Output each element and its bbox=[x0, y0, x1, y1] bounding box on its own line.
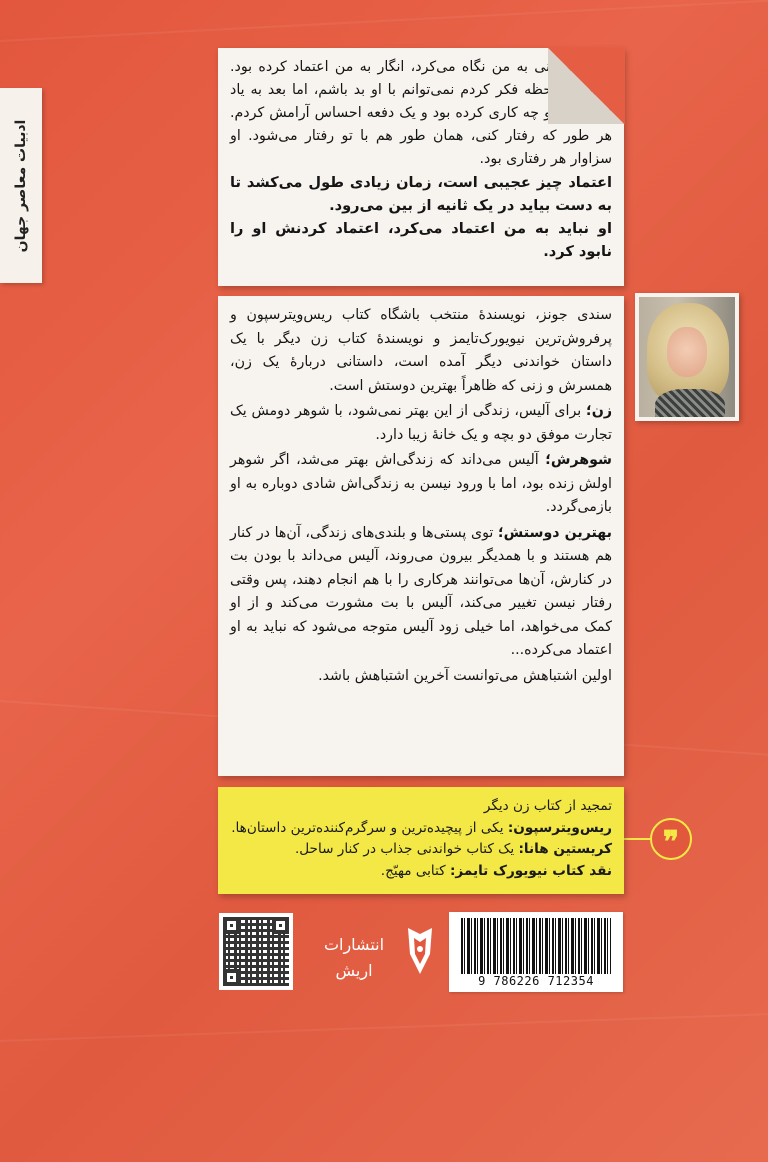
series-label: ادبیات معاصر جهان bbox=[13, 119, 29, 252]
excerpt-highlight: اعتماد چیز عجیبی است، زمان زیادی طول می‌کشد تا به دست بیاید در یک ثانیه از بین می‌رود. bbox=[230, 174, 612, 214]
excerpt-card bbox=[218, 48, 624, 286]
excerpt-text: او با مهربانی به من نگاه می‌کرد، انگار به من اعتماد کرده بود. برای یک لحظه فکر کردم نمی‌توانم با او بد باشم، اما بعد به یاد آوردم که او چه کاری کرده بود و یک دفعه احساس آرامش کردم. هر طور که رفتار کنی، همان طور هم با تو رفتار می‌شود. او سزاوار هر رفتاری بود. bbox=[230, 59, 612, 167]
wife-text: برای آلیس، زندگی از این بهتر نمی‌شود، با شوهر دومش یک تجارت موفق دو بچه و یک خانۀ زیبا دارد. bbox=[230, 403, 612, 443]
series-label-tab bbox=[0, 88, 42, 283]
friend-text: توی پستی‌ها و بلندی‌های زندگی، آن‌ها در کنار هم هستند و با همدیگر بیرون می‌روند، آلیس می‌داند با بودن بت در کنارش، آن‌ها می‌توانند هرکاری را با هم انجام دهند، پس وقتی رفتار نیسن تغییر می‌کند، آلیس با بت مشورت می‌کند و از او کمک می‌خواهد، اما خیلی زود آلیس متوجه می‌شود که نباید به او اعتماد می‌کرده... bbox=[230, 524, 612, 658]
review-item bbox=[230, 818, 612, 840]
husband-label: شوهرش؛ bbox=[545, 452, 612, 468]
publisher-block bbox=[310, 918, 436, 990]
synopsis-wife bbox=[230, 400, 612, 447]
synopsis-closing: اولین اشتباهش می‌توانست آخرین اشتباهش باشد. bbox=[318, 667, 612, 684]
publisher-name-line2: اریش bbox=[335, 961, 373, 980]
husband-text: آلیس می‌داند که زندگی‌اش بهتر می‌شد، اگر شوهر اولش زنده بود، اما با ورود نیسن به زندگی‌اش شادی دوباره به او بازمی‌گردد. bbox=[230, 452, 612, 515]
publisher-logo-icon bbox=[404, 924, 436, 978]
review-text: یکی از پیچیده‌ترین و سرگرم‌کننده‌ترین داستان‌ها. bbox=[231, 819, 508, 836]
wife-label: زن؛ bbox=[586, 403, 612, 419]
reviews-card bbox=[218, 787, 624, 894]
barcode-bars bbox=[461, 918, 611, 974]
quote-icon: ❞ bbox=[650, 818, 692, 860]
folded-corner-shadow bbox=[548, 48, 624, 124]
excerpt-closing: او نباید به من اعتماد می‌کرد، اعتماد کردنش او را نابود کرد. bbox=[230, 220, 612, 260]
review-item bbox=[230, 861, 612, 883]
author-photo bbox=[635, 293, 739, 421]
publisher-name-line1: انتشارات bbox=[323, 935, 385, 954]
cover-crease bbox=[0, 0, 768, 42]
synopsis-friend bbox=[230, 522, 612, 663]
isbn-barcode bbox=[449, 912, 623, 992]
synopsis-intro: سندی جونز، نویسندۀ منتخب باشگاه کتاب ریس‌ویترسپون و پرفروش‌ترین نیویورک‌تایمز و نویسندۀ کتاب زن دیگر با یک داستان خواندنی دیگر آمده است، داستانی دربارۀ یک زن، همسرش و زنی که ظاهراً بهترین دوستش است. bbox=[230, 307, 612, 394]
reviews-heading: تمجید از کتاب زن دیگر bbox=[483, 798, 612, 814]
quote-connector bbox=[624, 838, 652, 840]
review-source: کریستین هانا: bbox=[518, 841, 612, 857]
review-source: نقد کتاب نیویورک تایمز: bbox=[449, 862, 612, 879]
friend-label: بهترین دوستش؛ bbox=[497, 524, 613, 541]
synopsis-card bbox=[218, 296, 624, 776]
review-text: کتابی مهیّج. bbox=[380, 862, 450, 879]
review-source: ریس‌ویترسپون: bbox=[507, 819, 612, 836]
cover-crease bbox=[0, 1012, 768, 1042]
qr-code bbox=[219, 913, 293, 990]
review-text: یک کتاب خواندنی جذاب در کنار ساحل. bbox=[294, 841, 519, 857]
isbn-number: 9 786226 712354 bbox=[478, 974, 594, 988]
review-item bbox=[230, 839, 612, 861]
synopsis-husband bbox=[230, 449, 612, 520]
